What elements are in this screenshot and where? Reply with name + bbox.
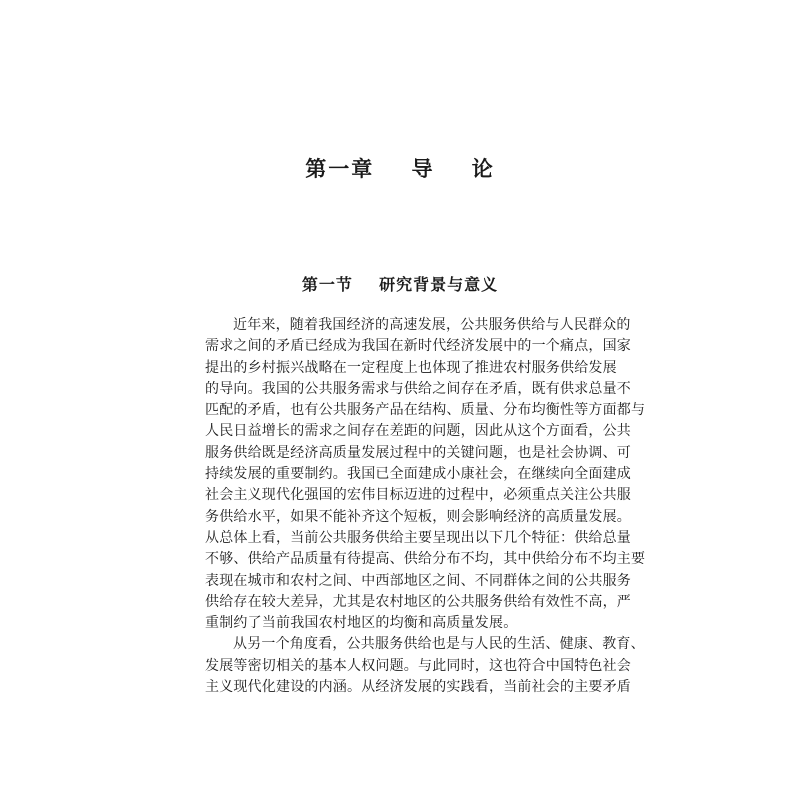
body-text: [205, 315, 646, 698]
text-line: 务供给水平，如果不能补齐这个短板，则会影响经济的高质量发展。: [205, 508, 631, 525]
text-line: 持续发展的重要制约。我国已全面建成小康社会，在继续向全面建成: [205, 466, 631, 483]
text-line: 主义现代化建设的内涵。从经济发展的实践看，当前社会的主要矛盾: [205, 679, 631, 696]
text-line: 人民日益增长的需求之间存在差距的问题，因此从这个方面看，公共: [205, 423, 631, 440]
text-line: 近年来，随着我国经济的高速发展，公共服务供给与人民群众的: [233, 317, 631, 333]
text-line: 不够、供给产品质量有待提高、供给分布不均，其中供给分布不均主要: [205, 551, 646, 568]
text-line: 匹配的矛盾，也有公共服务产品在结构、质量、分布均衡性等方面都与: [205, 402, 646, 419]
paragraph-2: [205, 634, 645, 698]
text-line: 供给存在较大差异，尤其是农村地区的公共服务供给有效性不高，严: [205, 593, 631, 610]
text-line: 需求之间的矛盾已经成为我国在新时代经济发展中的一个痛点，国家: [205, 338, 631, 355]
text-line: 从另一个角度看，公共服务供给也是与人民的生活、健康、教育、: [233, 636, 645, 653]
text-line: 重制约了当前我国农村地区的均衡和高质量发展。: [205, 615, 518, 632]
text-line: 从总体上看，当前公共服务供给主要呈现出以下几个特征：供给总量: [205, 529, 631, 546]
section-title: 第一节 研究背景与意义: [301, 275, 499, 294]
text-line: 服务供给既是经济高质量发展过程中的关键问题，也是社会协调、可: [205, 444, 631, 461]
text-line: 表现在城市和农村之间、中西部地区之间、不同群体之间的公共服务: [205, 572, 631, 589]
chapter-title: 第一章 导 论: [305, 156, 495, 181]
text-line: 社会主义现代化强国的宏伟目标迈进的过程中，必须重点关注公共服: [205, 487, 631, 504]
paragraph-1: [205, 315, 646, 634]
text-line: 发展等密切相关的基本人权问题。与此同时，这也符合中国特色社会: [205, 657, 631, 674]
text-line: 的导向。我国的公共服务需求与供给之间存在矛盾，既有供求总量不: [205, 380, 631, 397]
text-line: 提出的乡村振兴战略在一定程度上也体现了推进农村服务供给发展: [205, 359, 617, 376]
